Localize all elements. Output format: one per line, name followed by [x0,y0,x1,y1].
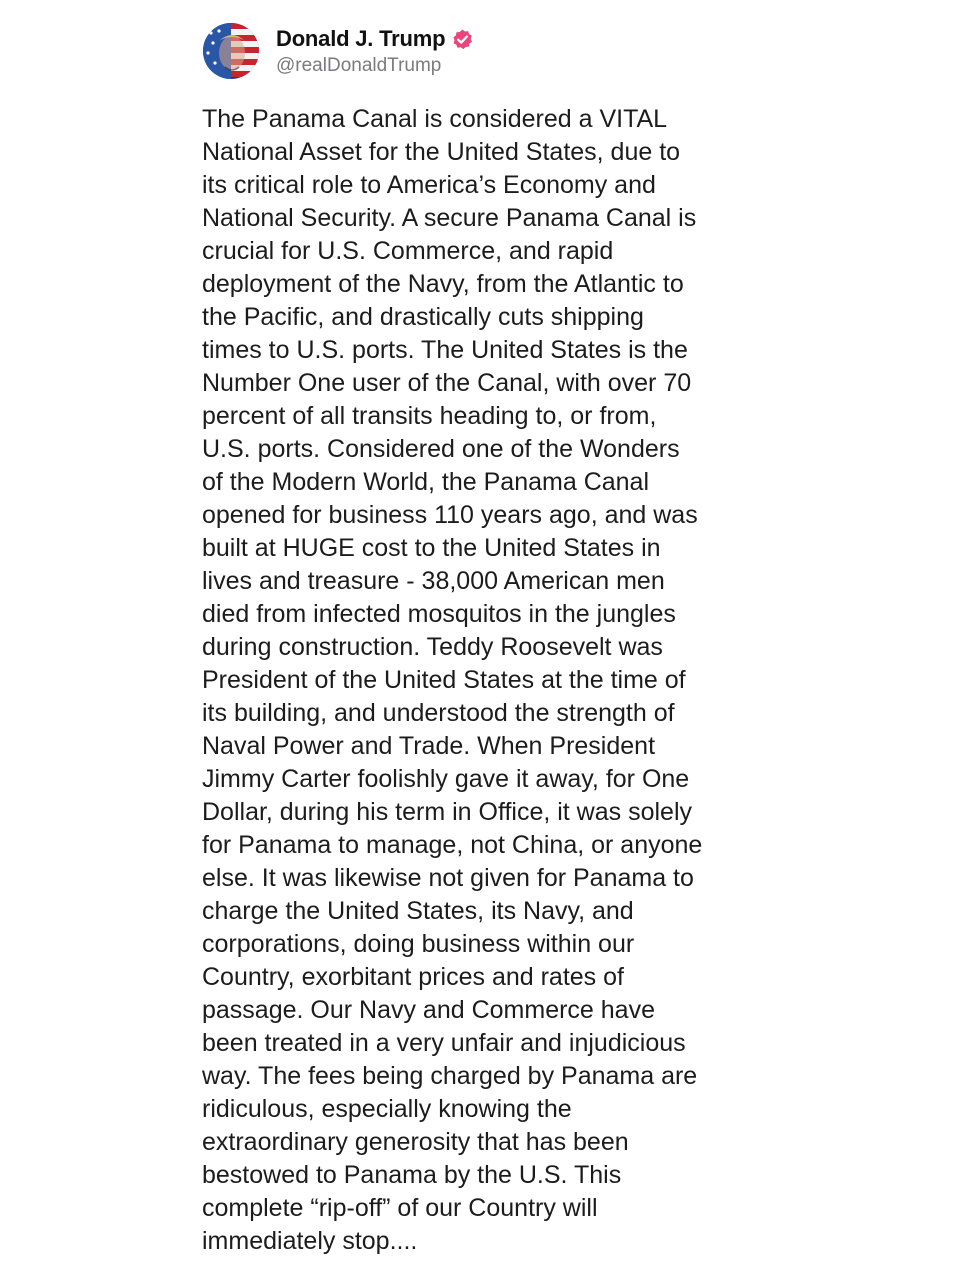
avatar[interactable] [203,23,259,79]
avatar-flag-portrait-icon [203,23,259,79]
post-line: passage. Our Navy and Commerce have [202,996,655,1024]
post-line: deployment of the Navy, from the Atlantic to [202,270,684,298]
author-identity [276,25,474,77]
post-line: been treated in a very unfair and injudicious [202,1029,686,1057]
post-header [203,22,474,80]
post-line: Jimmy Carter foolishly gave it away, for One [202,765,690,793]
post-line: opened for business 110 years ago, and was [202,501,698,529]
post-line: its critical role to America’s Economy and [202,171,656,199]
post-line: The Panama Canal is considered a VITAL [202,105,668,133]
post-line: Number One user of the Canal, with over 70 [202,369,692,397]
post-line: National Security. A secure Panama Canal is [202,204,697,232]
post-line: percent of all transits heading to, or from, [202,402,657,430]
post-line: Naval Power and Trade. When President [202,732,656,760]
post-line: U.S. ports. Considered one of the Wonders [202,435,680,463]
post-line: corporations, doing business within our [202,930,635,958]
post-line: immediately stop.... [202,1227,418,1255]
post-line: bestowed to Panama by the U.S. This [202,1161,622,1189]
post-line: way. The fees being charged by Panama are [202,1062,698,1090]
post-line: extraordinary generosity that has been [202,1128,629,1156]
post-line: during construction. Teddy Roosevelt was [202,633,663,661]
post-line: charge the United States, its Navy, and [202,897,634,925]
verified-badge-icon [451,28,474,51]
post-line: ridiculous, especially knowing the [202,1095,572,1123]
post-line: crucial for U.S. Commerce, and rapid [202,237,614,265]
user-handle[interactable]: @realDonaldTrump [276,55,442,76]
post-line: built at HUGE cost to the United States in [202,534,661,562]
post-line: else. It was likewise not given for Panama to [202,864,694,892]
post-line: lives and treasure - 38,000 American men [202,567,665,595]
post-line: the Pacific, and drastically cuts shipping [202,303,644,331]
post-line: its building, and understood the strength of [202,699,675,727]
post-line: died from infected mosquitos in the jungles [202,600,676,628]
name-row [276,25,474,53]
post-line: Dollar, during his term in Office, it was solely [202,798,693,826]
post-line: times to U.S. ports. The United States is the [202,336,688,364]
display-name[interactable]: Donald J. Trump [276,26,446,51]
post-line: President of the United States at the time of [202,666,686,694]
post-line: National Asset for the United States, due to [202,138,681,166]
post-line: Country, exorbitant prices and rates of [202,963,624,991]
post-line: for Panama to manage, not China, or anyone [202,831,703,859]
post-body [202,103,742,1258]
post-line: complete “rip-off” of our Country will [202,1194,598,1222]
post-line: of the Modern World, the Panama Canal [202,468,650,496]
